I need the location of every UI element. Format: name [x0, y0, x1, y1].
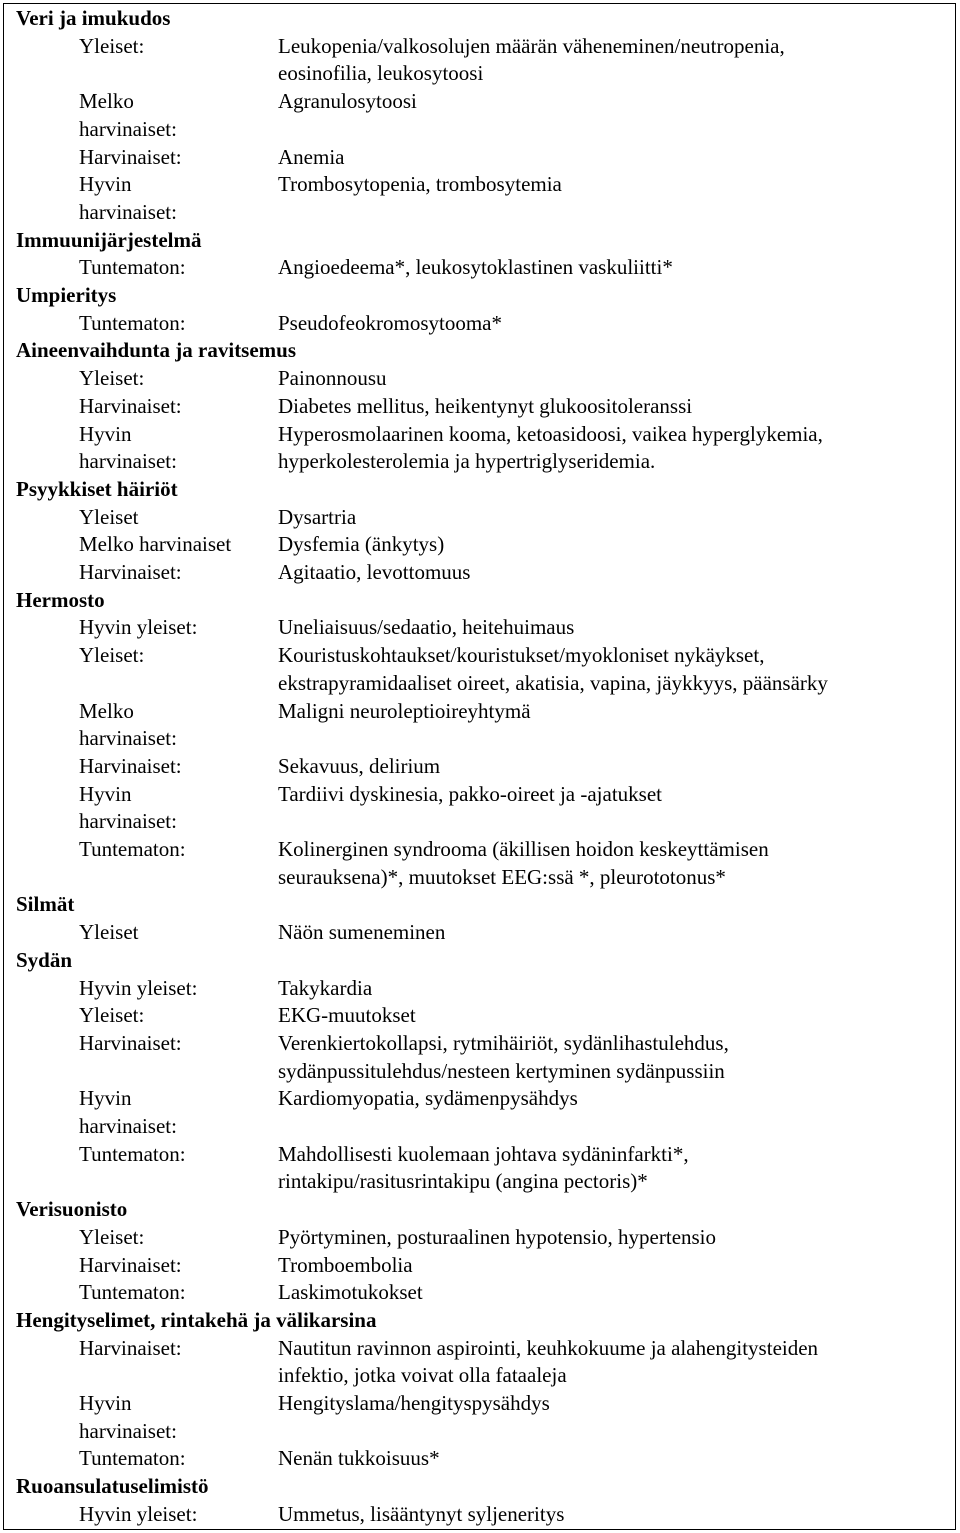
effect-row [0, 1057, 960, 1085]
frequency-label: Hyvin [79, 421, 132, 446]
effect-row [0, 613, 960, 641]
section-heading: Psyykkiset häiriöt [16, 476, 178, 501]
effect-description: Sekavuus, delirium [278, 753, 441, 778]
section-heading: Aineenvaihdunta ja ravitsemus [16, 338, 297, 363]
effect-row [0, 1112, 960, 1140]
effect-row [0, 974, 960, 1002]
effect-description: Maligni neuroleptioireyhtymä [278, 698, 531, 723]
frequency-label: Hyvin yleiset: [79, 615, 198, 640]
effect-description: Painonnousu [278, 366, 387, 391]
effect-description: Agitaatio, levottomuus [278, 560, 471, 584]
effect-row [0, 1389, 960, 1417]
effect-description: Hengityslama/hengityspysähdys [278, 1391, 550, 1415]
frequency-label: Harvinaiset: [79, 1252, 182, 1277]
section-heading: Hermosto [16, 587, 105, 612]
frequency-label: Harvinaiset: [79, 1030, 182, 1055]
effect-description: seurauksena)*, muutokset EEG:ssä *, pleurototonus* [278, 864, 726, 889]
effect-description: Leukopenia/valkosolujen määrän väheneminen/neutropenia, [278, 33, 785, 58]
section-heading: Sydän [16, 947, 73, 972]
effect-row [0, 364, 960, 392]
effect-row [0, 752, 960, 780]
effect-row [0, 669, 960, 697]
effect-row [0, 253, 960, 281]
effect-row [0, 503, 960, 531]
frequency-label: Hyvin [79, 781, 132, 806]
effect-description: Kolinerginen syndrooma (äkillisen hoidon keskeyttämisen [278, 837, 769, 861]
effect-description: Kardiomyopatia, sydämenpysähdys [278, 1086, 578, 1111]
frequency-label: Yleiset: [79, 366, 145, 391]
effect-description: Ummetus, lisääntynyt syljeneritys [278, 1501, 565, 1526]
frequency-label: Tuntematon: [79, 1280, 186, 1305]
effect-row [0, 724, 960, 752]
effect-description: Agranulosytoosi [278, 89, 417, 114]
effect-row [0, 558, 960, 586]
frequency-label: Tuntematon: [79, 837, 186, 861]
effect-description: Pyörtyminen, posturaalinen hypotensio, hypertensio [278, 1224, 717, 1249]
effect-description: Nautitun ravinnon aspirointi, keuhkokuume ja alahengitysteiden [278, 1335, 819, 1360]
effect-row [0, 420, 960, 448]
effect-row [0, 1084, 960, 1112]
effect-description: Kouristuskohtaukset/kouristukset/myokloniset nykäykset, [278, 643, 765, 668]
effect-description: Mahdollisesti kuolemaan johtava sydäninfarkti*, [278, 1141, 689, 1166]
effect-row [0, 1251, 960, 1279]
effect-description: Näön sumeneminen [278, 920, 446, 945]
effect-row [0, 918, 960, 946]
effect-description: Angioedeema*, leukosytoklastinen vaskuliitti* [278, 255, 673, 280]
section-heading: Hengityselimet, rintakehä ja välikarsina [16, 1307, 377, 1332]
effect-description: Takykardia [278, 975, 373, 1000]
frequency-label: Harvinaiset: [79, 560, 182, 584]
frequency-label: Tuntematon: [79, 255, 186, 280]
effect-row [0, 1334, 960, 1362]
effect-description: EKG-muutokset [278, 1003, 416, 1028]
effect-row [0, 1417, 960, 1445]
effect-description: Tromboembolia [278, 1252, 413, 1277]
effect-row [0, 697, 960, 725]
effect-row [0, 807, 960, 835]
frequency-label: harvinaiset: [79, 809, 177, 834]
effect-row [0, 1444, 960, 1472]
effect-description: Dysartria [278, 504, 357, 529]
effect-description: Dysfemia (änkytys) [278, 532, 445, 557]
effect-description: Hyperosmolaarinen kooma, ketoasidoosi, vaikea hyperglykemia, [278, 421, 823, 446]
effect-row [0, 115, 960, 143]
section-heading: Immuunijärjestelmä [16, 227, 202, 252]
effect-description: Verenkiertokollapsi, rytmihäiriöt, sydänlihastulehdus, [278, 1030, 729, 1055]
frequency-label: Harvinaiset: [79, 144, 182, 169]
section-heading: Umpieritys [16, 283, 117, 307]
effect-row [0, 1278, 960, 1306]
frequency-label: harvinaiset: [79, 1418, 177, 1443]
effect-row [0, 392, 960, 420]
effect-row [0, 1001, 960, 1029]
frequency-label: Hyvin [79, 172, 132, 197]
effect-description: Nenän tukkoisuus* [278, 1446, 440, 1471]
effect-description: Tardiivi dyskinesia, pakko-oireet ja -ajatukset [278, 781, 662, 806]
effect-row [0, 87, 960, 115]
frequency-label: Tuntematon: [79, 1141, 186, 1166]
effect-row [0, 1167, 960, 1195]
section-heading: Verisuonisto [16, 1197, 128, 1222]
effect-description: hyperkolesterolemia ja hypertriglyseridemia. [278, 449, 656, 474]
effect-description: sydänpussitulehdus/nesteen kertyminen sydänpussiin [278, 1058, 725, 1083]
frequency-label: Harvinaiset: [79, 753, 182, 778]
frequency-label: Melko [79, 698, 134, 723]
frequency-label: Tuntematon: [79, 1446, 186, 1471]
frequency-label: Harvinaiset: [79, 393, 182, 418]
frequency-label: Melko harvinaiset [79, 532, 232, 557]
effect-row [0, 447, 960, 475]
frequency-label: Hyvin [79, 1086, 132, 1111]
effect-row [0, 32, 960, 60]
effect-description: Diabetes mellitus, heikentynyt glukoositoleranssi [278, 393, 693, 418]
frequency-label: Yleiset: [79, 1003, 145, 1028]
frequency-label: Yleiset: [79, 33, 145, 58]
effect-row [0, 641, 960, 669]
frequency-label: Melko [79, 89, 134, 114]
frequency-label: Hyvin yleiset: [79, 1501, 198, 1526]
frequency-label: Yleiset: [79, 643, 145, 668]
frequency-label: harvinaiset: [79, 1114, 177, 1138]
frequency-label: Yleiset [79, 504, 139, 529]
section-heading: Silmät [16, 892, 75, 917]
effect-row [0, 1500, 960, 1528]
effect-row [0, 530, 960, 558]
effect-description: Laskimotukokset [278, 1280, 423, 1305]
frequency-label: Tuntematon: [79, 310, 186, 335]
frequency-label: harvinaiset: [79, 726, 177, 751]
effect-description: ekstrapyramidaaliset oireet, akatisia, vapina, jäykkyys, päänsärky [278, 670, 828, 695]
frequency-label: Hyvin yleiset: [79, 975, 198, 1000]
frequency-label: Hyvin [79, 1391, 132, 1415]
effect-row [0, 1223, 960, 1251]
frequency-label: harvinaiset: [79, 116, 177, 141]
effect-description: eosinofilia, leukosytoosi [278, 61, 484, 86]
frequency-label: Yleiset: [79, 1224, 145, 1249]
section-heading: Ruoansulatuselimistö [16, 1474, 209, 1499]
effect-row [0, 863, 960, 891]
effect-row [0, 309, 960, 337]
frequency-label: harvinaiset: [79, 199, 177, 224]
effect-row [0, 198, 960, 226]
effect-description: Trombosytopenia, trombosytemia [278, 172, 562, 197]
effect-description: rintakipu/rasitusrintakipu (angina pectoris)* [278, 1169, 648, 1194]
frequency-label: harvinaiset: [79, 449, 177, 474]
effect-description: Pseudofeokromosytooma* [278, 310, 502, 335]
frequency-label: Yleiset [79, 920, 139, 945]
effect-row [0, 1029, 960, 1057]
effect-row [0, 1361, 960, 1389]
effect-description: Uneliaisuus/sedaatio, heitehuimaus [278, 615, 575, 640]
effect-row [0, 1140, 960, 1168]
frequency-label: Harvinaiset: [79, 1335, 182, 1360]
effect-description: infektio, jotka voivat olla fataaleja [278, 1363, 567, 1388]
effect-row [0, 780, 960, 808]
effect-description: Anemia [278, 144, 345, 169]
section-heading: Veri ja imukudos [16, 6, 171, 30]
effect-row [0, 59, 960, 87]
effect-row [0, 143, 960, 171]
effect-row [0, 170, 960, 198]
effect-row [0, 835, 960, 863]
